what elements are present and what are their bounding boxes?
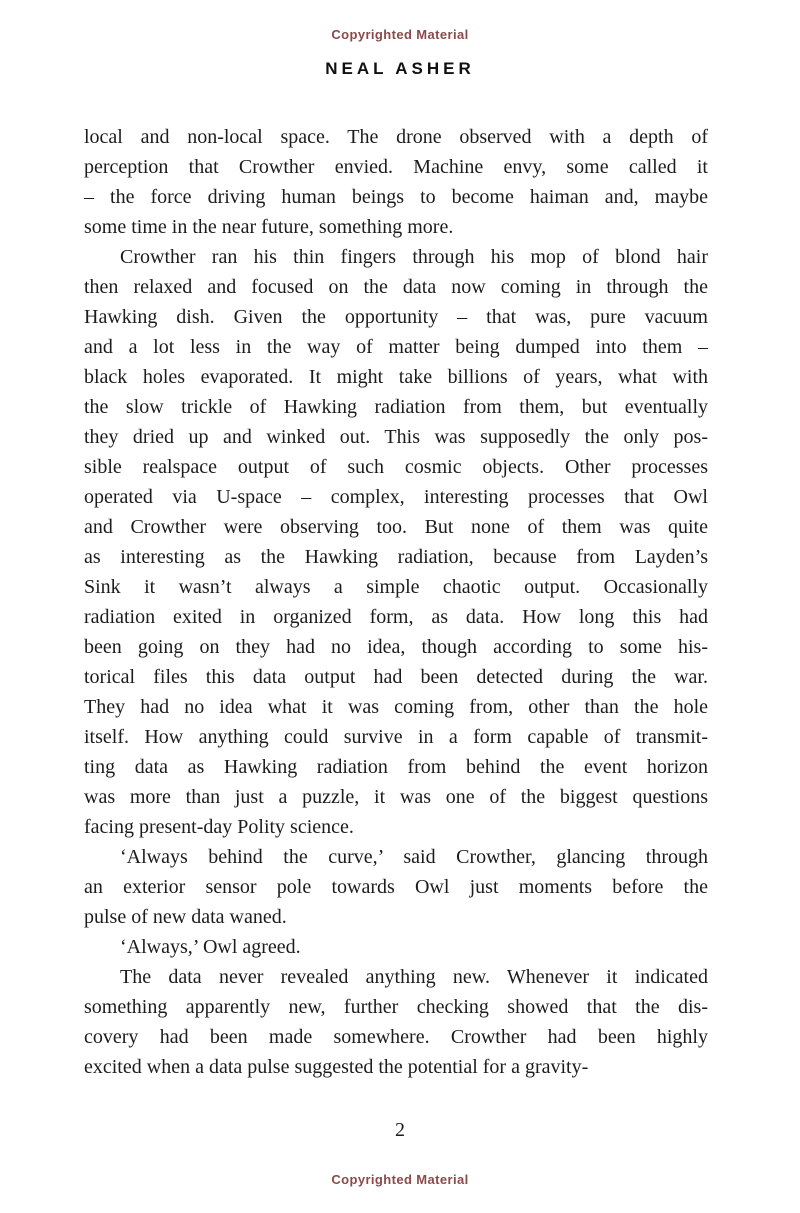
text-line: torical files this data output had been detected during the war. [84, 666, 708, 688]
text-line: pulse of new data waned. [84, 906, 287, 928]
text-line: perception that Crowther envied. Machine envy, some called it [84, 156, 708, 178]
text-line: the slow trickle of Hawking radiation from them, but eventually [84, 396, 708, 418]
text-line: – the force driving human beings to become haiman and, maybe [84, 186, 708, 208]
text-line: Hawking dish. Given the opportunity – that was, pure vacuum [84, 306, 708, 328]
text-line: Crowther ran his thin fingers through his mop of blond hair [120, 246, 708, 268]
copyright-notice-bottom: Copyrighted Material [331, 1172, 469, 1187]
text-line: Sink it wasn’t always a simple chaotic output. Occasionally [84, 576, 708, 598]
text-line: an exterior sensor pole towards Owl just moments before the [84, 876, 708, 898]
text-line: some time in the near future, something more. [84, 216, 454, 238]
paragraph [84, 962, 708, 1082]
text-line: been going on they had no idea, though according to some his- [84, 636, 708, 658]
text-line: then relaxed and focused on the data now coming in through the [84, 276, 708, 298]
text-line: They had no idea what it was coming from, other than the hole [84, 696, 708, 718]
text-line: operated via U-space – complex, interesting processes that Owl [84, 486, 708, 508]
text-line: facing present-day Polity science. [84, 816, 354, 838]
text-line: and a lot less in the way of matter being dumped into them – [84, 336, 708, 358]
text-line: something apparently new, further checking showed that the dis- [84, 996, 708, 1018]
text-line: sible realspace output of such cosmic objects. Other processes [84, 456, 708, 478]
text-line: itself. How anything could survive in a form capable of transmit- [84, 726, 708, 748]
paragraph [84, 242, 708, 842]
text-line: and Crowther were observing too. But none of them was quite [84, 516, 708, 538]
page-number: 2 [395, 1119, 405, 1141]
copyright-notice-top: Copyrighted Material [331, 27, 469, 42]
text-line: excited when a data pulse suggested the potential for a gravity- [84, 1056, 589, 1078]
text-line: was more than just a puzzle, it was one of the biggest questions [84, 786, 708, 808]
paragraph [84, 932, 708, 962]
text-line: ‘Always,’ Owl agreed. [120, 936, 301, 958]
text-line: black holes evaporated. It might take billions of years, what with [84, 366, 708, 388]
text-line: as interesting as the Hawking radiation, because from Layden’s [84, 546, 708, 568]
text-line: local and non-local space. The drone observed with a depth of [84, 126, 708, 148]
text-line: The data never revealed anything new. Whenever it indicated [120, 966, 708, 988]
paragraph [84, 842, 708, 932]
text-line: they dried up and winked out. This was supposedly the only pos- [84, 426, 708, 448]
text-line: radiation exited in organized form, as data. How long this had [84, 606, 708, 628]
paragraph [84, 122, 708, 242]
text-line: ‘Always behind the curve,’ said Crowther, glancing through [120, 846, 708, 868]
text-line: ting data as Hawking radiation from behind the event horizon [84, 756, 708, 778]
text-line: covery had been made somewhere. Crowther had been highly [84, 1026, 708, 1048]
body-text [84, 122, 708, 1082]
author-name: NEAL ASHER [325, 59, 475, 78]
